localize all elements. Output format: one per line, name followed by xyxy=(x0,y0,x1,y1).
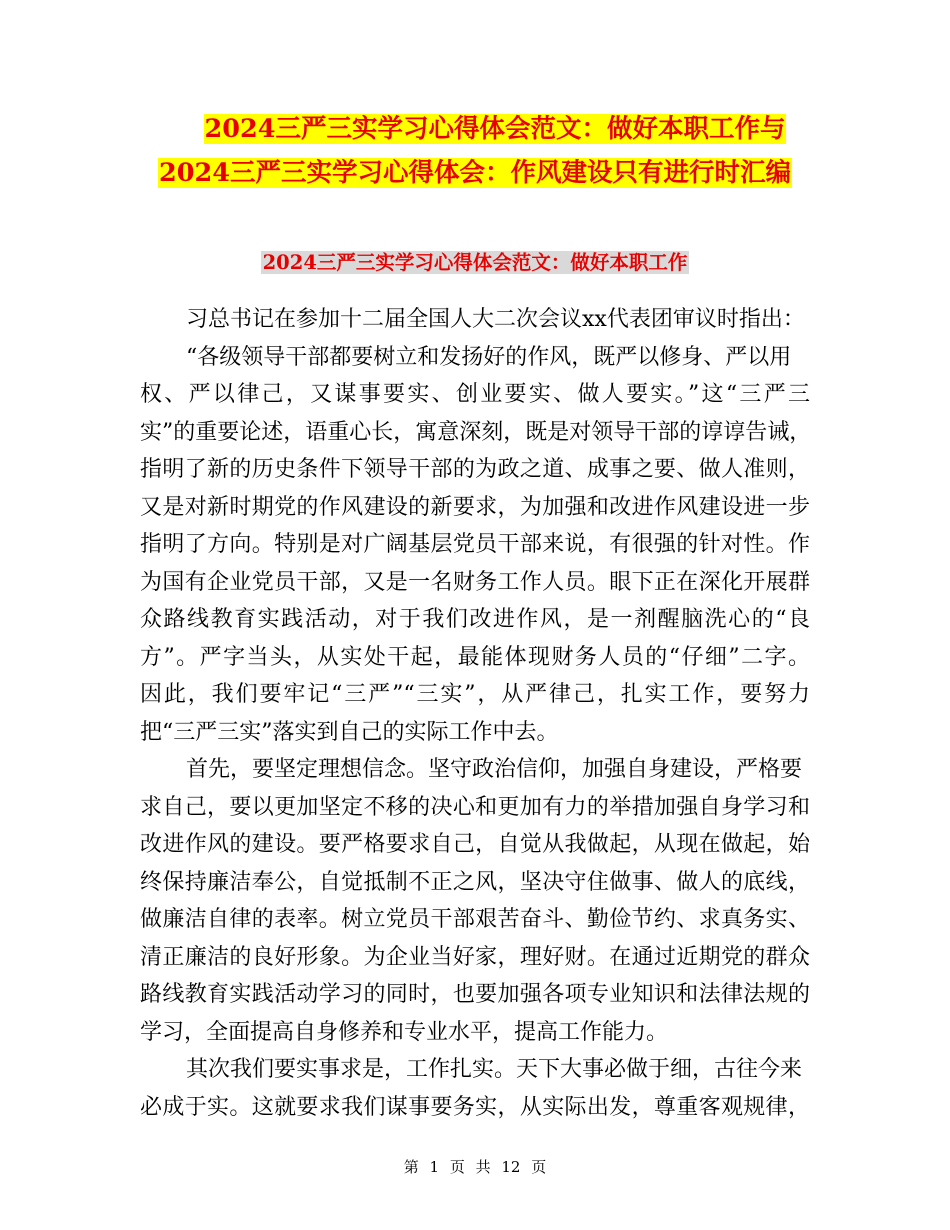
body-line: 因此，我们要牢记“三严”“三实”，从严律己，扎实工作，要努力 xyxy=(140,682,810,707)
body-line: 路线教育实践活动学习的同时，也要加强各项专业知识和法律法规的 xyxy=(140,982,810,1007)
body-line: 做廉洁自律的表率。树立党员干部艰苦奋斗、勤俭节约、求真务实、 xyxy=(140,907,810,932)
body-line: 指明了方向。特别是对广阔基层党员干部来说，有很强的针对性。作 xyxy=(140,532,810,557)
body-line: 为国有企业党员干部，又是一名财务工作人员。眼下正在深化开展群 xyxy=(140,569,810,595)
body-line: “各级领导干部都要树立和发扬好的作风，既严以修身、严以用 xyxy=(186,344,792,370)
body-line: 方”。严字当头，从实处干起，最能体现财务人员的“仔细”二字。 xyxy=(140,644,810,670)
body-line: 其次我们要实事求是，工作扎实。天下大事必做于细，古往今来 xyxy=(186,1057,803,1082)
body-line: 实”的重要论述，语重心长，寓意深刻，既是对领导干部的谆谆告诫， xyxy=(140,419,812,445)
body-line: 权、严以律己，又谋事要实、创业要实、做人要实。”这“三严三 xyxy=(140,382,810,407)
document-title-line-1: 2024三严三实学习心得体会范文：做好本职工作与 xyxy=(204,114,786,144)
body-line: 又是对新时期党的作风建设的新要求，为加强和改进作风建设进一步 xyxy=(140,494,810,520)
body-line: 众路线教育实践活动，对于我们改进作风，是一剂醒脑洗心的“良 xyxy=(140,607,810,632)
body-line: 改进作风的建设。要严格要求自己，自觉从我做起，从现在做起，始 xyxy=(140,832,810,857)
section-title: 2024三严三实学习心得体会范文：做好本职工作 xyxy=(262,251,688,274)
body-line: 终保持廉洁奉公，自觉抵制不正之风，坚决守住做事、做人的底线， xyxy=(140,869,810,895)
body-line: 必成于实。这就要求我们谋事要务实，从实际出发，尊重客观规律， xyxy=(140,1094,810,1120)
body-line: 习总书记在参加十二届全国人大二次会议xx代表团审议时指出： xyxy=(186,307,805,332)
body-line: 指明了新的历史条件下领导干部的为政之道、成事之要、做人准则， xyxy=(140,457,810,482)
page-number-footer: 第 1 页 共 12 页 xyxy=(403,1158,547,1176)
body-line: 清正廉洁的良好形象。为企业当好家，理好财。在通过近期党的群众 xyxy=(140,944,810,970)
body-line: 把“三严三实”落实到自己的实际工作中去。 xyxy=(140,719,559,745)
document-title-line-2: 2024三严三实学习心得体会：作风建设只有进行时汇编 xyxy=(159,158,791,188)
body-line: 首先，要坚定理想信念。坚守政治信仰，加强自身建设，严格要 xyxy=(186,757,803,782)
document-body xyxy=(140,301,810,1126)
body-line: 学习，全面提高自身修养和专业水平，提高工作能力。 xyxy=(140,1019,669,1045)
body-line: 求自己，要以更加坚定不移的决心和更加有力的举措加强自身学习和 xyxy=(140,794,810,820)
